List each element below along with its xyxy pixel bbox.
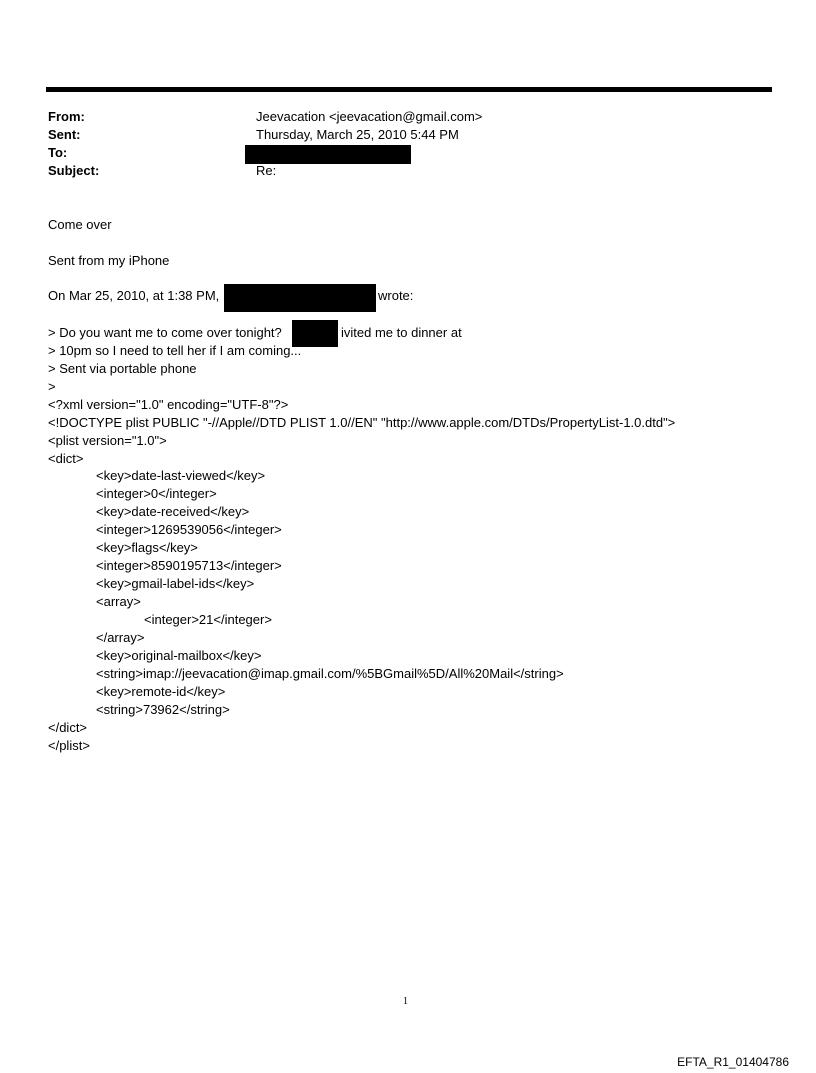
plist-open: <plist version="1.0"> (48, 433, 167, 448)
plist-array-open: <array> (96, 594, 141, 609)
plist-array-item: <integer>21</integer> (144, 612, 272, 627)
plist-array-close: </array> (96, 630, 145, 645)
dict-open: <dict> (48, 451, 84, 466)
plist-key-remote-id: <key>remote-id</key> (96, 684, 226, 699)
top-rule (46, 87, 772, 92)
subject-value: Re: (256, 163, 277, 178)
quote-line-4: > (48, 379, 56, 394)
sent-value: Thursday, March 25, 2010 5:44 PM (256, 127, 459, 142)
quote-line-3: > Sent via portable phone (48, 361, 197, 376)
body-line-sent-from: Sent from my iPhone (48, 253, 170, 268)
quote-line-2: > 10pm so I need to tell her if I am coming... (48, 343, 302, 358)
page-number: 1 (403, 996, 408, 1007)
quote-intro-prefix: On Mar 25, 2010, at 1:38 PM, (48, 288, 220, 303)
xml-declaration: <?xml version="1.0" encoding="UTF-8"?> (48, 397, 289, 412)
body-line-come-over: Come over (48, 217, 112, 232)
plist-key-gmail-label-ids: <key>gmail-label-ids</key> (96, 576, 255, 591)
plist-key-date-received: <key>date-received</key> (96, 504, 250, 519)
quote-intro-suffix: wrote: (378, 288, 414, 303)
plist-value-remote-id: <string>73962</string> (96, 702, 230, 717)
from-label: From: (48, 109, 85, 124)
plist-value-flags: <integer>8590195713</integer> (96, 558, 282, 573)
sent-label: Sent: (48, 127, 81, 142)
plist-value-date-received: <integer>1269539056</integer> (96, 522, 282, 537)
from-value: Jeevacation <jeevacation@gmail.com> (256, 109, 483, 124)
redaction-sender (224, 284, 376, 312)
plist-key-original-mailbox: <key>original-mailbox</key> (96, 648, 262, 663)
quote-line-1-suffix: ivited me to dinner at (341, 325, 462, 340)
xml-doctype: <!DOCTYPE plist PUBLIC "-//Apple//DTD PLIST 1.0//EN" "http://www.apple.com/DTDs/PropertyList-1.0.dtd"> (48, 415, 676, 430)
plist-value-original-mailbox: <string>imap://jeevacation@imap.gmail.com/%5BGmail%5D/All%20Mail</string> (96, 666, 564, 681)
to-label: To: (48, 145, 68, 160)
subject-label: Subject: (48, 163, 100, 178)
bates-number: EFTA_R1_01404786 (677, 1055, 789, 1069)
redaction-recipient (245, 145, 411, 164)
plist-value-date-last-viewed: <integer>0</integer> (96, 486, 217, 501)
plist-key-date-last-viewed: <key>date-last-viewed</key> (96, 468, 266, 483)
plist-key-flags: <key>flags</key> (96, 540, 198, 555)
quote-line-1: > Do you want me to come over tonight? (48, 325, 282, 340)
dict-close: </dict> (48, 720, 88, 735)
plist-close: </plist> (48, 738, 90, 753)
